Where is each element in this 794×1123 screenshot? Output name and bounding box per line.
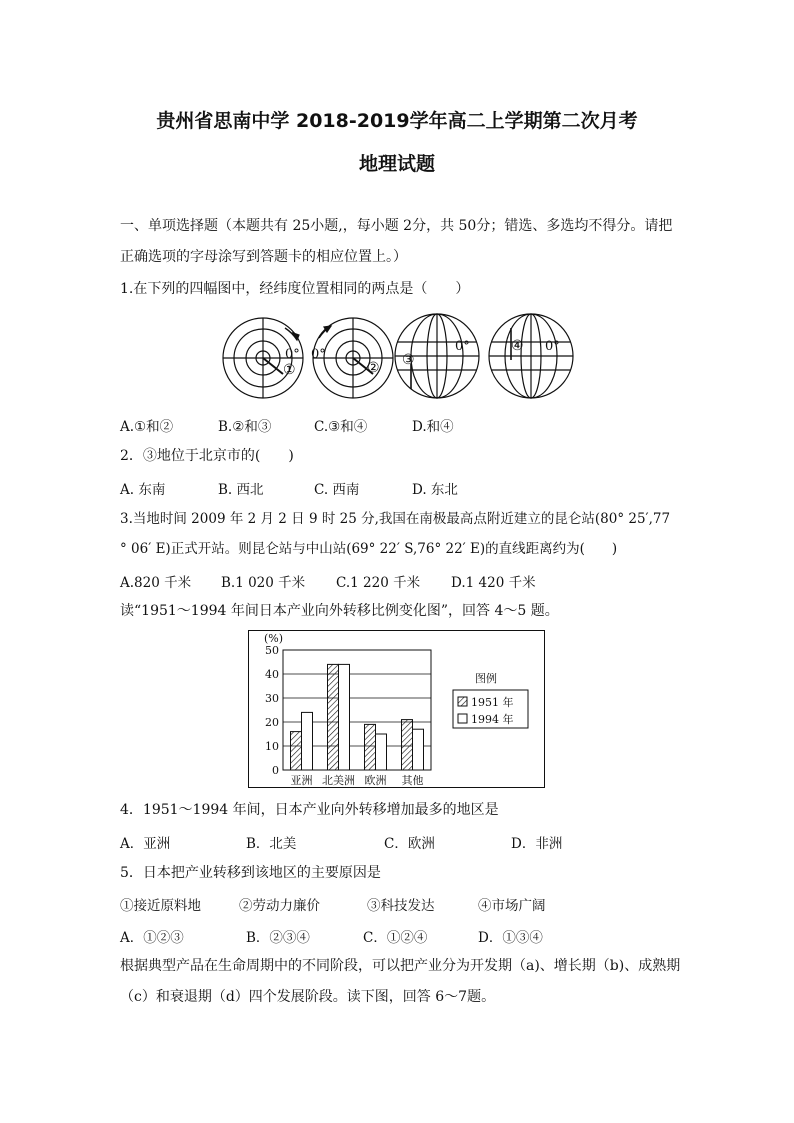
- bar-亚洲-1951 年: [291, 732, 302, 770]
- deg-label-4: 0°: [545, 339, 560, 354]
- bar-其他-1951 年: [402, 720, 413, 770]
- x-category-label: 亚洲: [290, 774, 313, 787]
- y-tick-label: 20: [265, 716, 279, 729]
- legend-entry: 1994 年: [471, 713, 514, 726]
- q3-option-b: B.1 020 千米: [221, 575, 306, 591]
- x-category-label: 北美洲: [322, 774, 355, 787]
- q4-stem: 4．1951～1994 年间，日本产业向外转移增加最多的地区是: [120, 802, 499, 818]
- intro-6-7-line2: （c）和衰退期（d）四个发展阶段。读下图，回答 6～7题。: [120, 989, 496, 1005]
- y-tick-label: 50: [265, 644, 279, 657]
- q1-option-d: D.和④: [412, 419, 454, 435]
- q2-option-d: D. 东北: [412, 482, 458, 498]
- q2-stem: 2．③地位于北京市的( ): [120, 448, 294, 464]
- q5-reason-1: ①接近原料地: [120, 898, 201, 914]
- bar-北美洲-1951 年: [328, 664, 339, 770]
- q5-option-d: D．①③④: [478, 930, 543, 946]
- q1-globes-figure: [215, 312, 575, 404]
- q1-stem: 1.在下列的四幅图中，经纬度位置相同的两点是（ ）: [120, 281, 470, 297]
- point-label-2: ②: [367, 360, 380, 376]
- q5-reason-4: ④市场广阔: [478, 898, 546, 914]
- bar-北美洲-1994 年: [339, 664, 350, 770]
- q3-stem-line1: 3.当地时间 2009 年 2 月 2 日 9 时 25 分,我国在南极最高点附近建立的昆仑站(80° 25′,77: [120, 511, 671, 527]
- bar-其他-1994 年: [413, 729, 424, 770]
- q5-stem: 5．日本把产业转移到该地区的主要原因是: [120, 865, 381, 881]
- q1-option-c: C.③和④: [314, 419, 368, 435]
- y-tick-label: 30: [265, 692, 279, 705]
- y-tick-label: 10: [265, 740, 279, 753]
- q5-reason-2: ②劳动力廉价: [239, 898, 320, 914]
- intro-6-7-line1: 根据典型产品在生命周期中的不同阶段，可以把产业分为开发期（a)、增长期（b)、成熟期: [120, 958, 681, 974]
- latlong-globe-4: [489, 314, 573, 398]
- point-label-1: ①: [283, 362, 296, 378]
- q5-option-a: A．①②③: [120, 930, 184, 946]
- point-label-4: ④: [511, 338, 524, 354]
- deg-label-3: 0°: [455, 339, 470, 354]
- x-category-label: 其他: [401, 774, 424, 787]
- q5-option-c: C．①②④: [363, 930, 428, 946]
- q1-option-a: A.①和②: [120, 419, 174, 435]
- x-category-label: 欧洲: [364, 774, 387, 787]
- bar-欧洲-1951 年: [365, 724, 376, 770]
- q2-option-b: B. 西北: [218, 482, 264, 498]
- bar-亚洲-1994 年: [302, 712, 313, 770]
- legend-entry: 1951 年: [471, 696, 514, 709]
- industry-transfer-bar-chart: [248, 630, 545, 788]
- section-heading-line1: 一、单项选择题（本题共有 25小题,，每小题 2分，共 50分；错选、多选均不得分。请把: [120, 218, 673, 234]
- q4-option-d: D．非洲: [511, 836, 563, 852]
- q2-option-a: A. 东南: [120, 482, 166, 498]
- q4-option-c: C．欧洲: [384, 836, 435, 852]
- y-tick-label: 40: [265, 668, 279, 681]
- paper-title: 贵州省思南中学 2018-2019学年高二上学期第二次月考: [156, 110, 638, 132]
- point-label-3: ③: [402, 352, 415, 368]
- q3-option-d: D.1 420 千米: [451, 575, 536, 591]
- q2-option-c: C. 西南: [314, 482, 360, 498]
- y-axis-label: (%): [264, 632, 284, 645]
- q3-option-a: A.820 千米: [120, 575, 192, 591]
- q1-option-b: B.②和③: [218, 419, 272, 435]
- legend-swatch: [458, 714, 467, 723]
- q4-option-b: B．北美: [246, 836, 297, 852]
- deg-label-2: 0°: [311, 347, 326, 362]
- q4-option-a: A．亚洲: [120, 836, 171, 852]
- q5-reason-3: ③科技发达: [367, 898, 435, 914]
- read-instruction-4-5: 读“1951～1994 年间日本产业向外转移比例变化图”，回答 4～5 题。: [120, 603, 559, 619]
- bar-欧洲-1994 年: [376, 734, 387, 770]
- paper-subtitle: 地理试题: [358, 153, 435, 175]
- q5-option-b: B．②③④: [246, 930, 310, 946]
- deg-label-1: 0°: [285, 347, 300, 362]
- section-heading-line2: 正确选项的字母涂写到答题卡的相应位置上。）: [120, 249, 407, 265]
- q3-option-c: C.1 220 千米: [336, 575, 421, 591]
- q3-stem-line2: ° 06′ E)正式开站。则昆仑站与中山站(69° 22′ S,76° 22′ E)的直线距离约为( ): [120, 541, 618, 557]
- legend-swatch: [458, 697, 467, 706]
- y-tick-label: 0: [272, 764, 279, 777]
- legend-title: 图例: [475, 672, 497, 685]
